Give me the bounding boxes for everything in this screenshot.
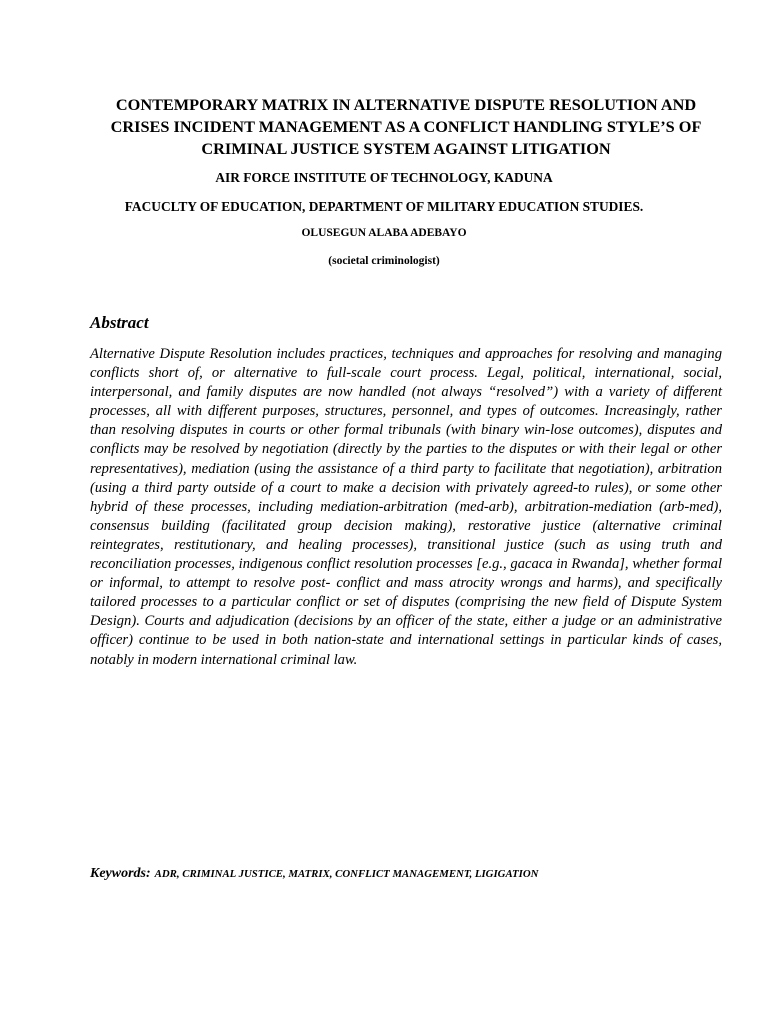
faculty-department: FACUCLTY OF EDUCATION, DEPARTMENT OF MILITARY EDUCATION STUDIES.	[124, 199, 644, 214]
abstract-text: Alternative Dispute Resolution includes practices, techniques and approaches for resolving and managing conflicts short of, or alternative to full-scale court process. Legal, political, international, social, interpersonal, and family disputes are now handled (not always “resolved”) with a variety of different processes, all with different purposes, structures, personnel, and types of outcomes. Increasingly, rather than resolving disputes in courts or other formal tribunals (with binary win-lose outcomes), disputes and conflicts may be resolved by negotiation (directly by the parties to the disputes or with their legal or other representatives), mediation (using the assistance of a third party to facilitate that negotiation), arbitration (using a third party outside of a court to make a decision with privately agreed-to rules), or some other hybrid of these processes, including mediation-arbitration (med-arb), arbitration-mediation (arb-med), consensus building (facilitated group decision making), restorative justice (alternative criminal reintegrates, restitutionary, and healing processes), transitional justice (such as using truth and reconciliation processes, indigenous conflict resolution processes [e.g., gacaca in Rwanda], whether formal or informal, to attempt to resolve post- conflict and mass atrocity wrongs and harms), and specifically tailored processes to a particular conflict or set of disputes (comprising the new field of Dispute System Design). Courts and adjudication (decisions by an officer of the state, either a judge or an administrative officer) continue to be used in both nation-state and international settings in particular kinds of cases, notably in modern international criminal law.	[90, 346, 722, 668]
author-role: (societal criminologist)	[328, 255, 440, 267]
keywords-list: ADR, CRIMINAL JUSTICE, MATRIX, CONFLICT MANAGEMENT, LIGIGATION	[154, 868, 539, 880]
keywords-label: Keywords:	[90, 866, 151, 881]
keywords-line	[90, 864, 538, 883]
institution: AIR FORCE INSTITUTE OF TECHNOLOGY, KADUNA	[215, 170, 553, 185]
author-name: OLUSEGUN ALABA ADEBAYO	[301, 227, 467, 239]
paper-title: CONTEMPORARY MATRIX IN ALTERNATIVE DISPUTE RESOLUTION AND CRISES INCIDENT MANAGEMENT AS A CONFLICT HANDLING STYLE’S OF CRIMINAL JUSTICE SYSTEM AGAINST LITIGATION	[110, 95, 702, 158]
abstract-heading: Abstract	[90, 313, 149, 332]
